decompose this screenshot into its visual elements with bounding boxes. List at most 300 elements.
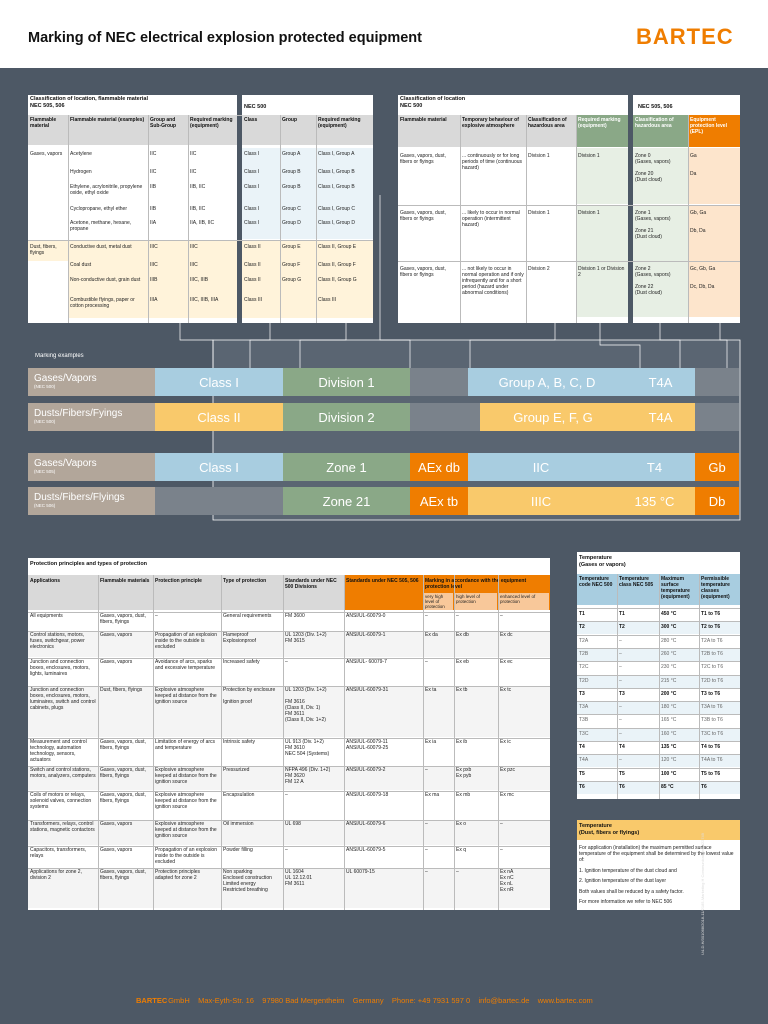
table-cell: 100 °C [661, 770, 677, 777]
grid-line [498, 575, 499, 910]
grid-line [28, 686, 550, 687]
table-cell: T4 [619, 744, 625, 750]
table-cell: T2B to T6 [701, 650, 723, 657]
grid-line [28, 820, 550, 821]
marking-segment: AEx db [410, 453, 468, 481]
table-cell: Gases, vapors, dust, fibers or flyings [400, 266, 446, 278]
grid-line [283, 575, 284, 910]
column-header: Standards under NEC 505, 506 [346, 578, 419, 584]
column-header: Standards under NEC 500 Divisions [285, 578, 337, 590]
table-cell: Zone 0 (Gases, vapors) Zone 20 (Dust cloud) [635, 153, 671, 183]
table-cell: 180 °C [661, 704, 677, 711]
table-cell: T3 [579, 690, 585, 697]
table-cell: Ex pzc [500, 767, 516, 773]
table-cell: ANSI/UL-60079-5 [346, 847, 386, 853]
table-cell: Transformers, relays, control stations, magnetic contactors [30, 821, 95, 833]
table-cell: T3B [579, 717, 589, 724]
table-cell: All equipments [30, 613, 63, 619]
marking-segment: Zone 1 [283, 453, 410, 481]
table-cell: T2B [579, 650, 589, 657]
table-cell: – [619, 730, 622, 737]
table-cell: Ex tc [500, 687, 512, 693]
grid-line [28, 738, 550, 739]
temperature-gases-table [577, 552, 740, 799]
table-cell: Junction and connection boxes, enclosures, motors, luminaires, switch and control cabinets, plugs [30, 687, 96, 711]
table-cell: Zone 1 (Gases, vapors) Zone 21 (Dust cloud) [635, 210, 671, 240]
table-cell: Group D [282, 220, 301, 226]
marking-segment [410, 403, 480, 431]
table-cell: T3A [579, 704, 589, 711]
table-cell: Oil immersion [223, 821, 254, 827]
marking-segment: Class I [155, 368, 283, 396]
grid-line [659, 574, 660, 799]
table-cell: 160 °C [661, 730, 677, 737]
marking-segment [695, 403, 739, 431]
column-header: Type of protection [223, 578, 267, 584]
table-cell: Junction and connection boxes, enclosures, motors, lights, luminaires [30, 659, 90, 677]
grid-line [28, 791, 550, 792]
table-cell: Class II, Group F [318, 262, 356, 268]
table-cell: ANSI/UL-60079-2 [346, 767, 386, 773]
table-cell: IIIC [190, 262, 198, 268]
marking-stripe [28, 487, 739, 515]
table-title: Temperature (Dust, fibers or flyings) [579, 823, 640, 836]
marking-segment: IIC [468, 453, 614, 481]
table-cell: Gases, vapors [100, 632, 133, 638]
table-cell: Flameproof Explosionproof [223, 632, 257, 644]
table-cell: T6 [579, 783, 585, 790]
table-cell: T1 [579, 611, 585, 617]
page-title: Marking of NEC electrical explosion protected equipment [28, 30, 422, 46]
column-header: Flammable material (examples) [70, 117, 145, 123]
table-cell: T2C to T6 [701, 664, 724, 671]
side-reference: U4-D-H/301068/2018-11/2185-Marketing H Communications-422749 [700, 833, 705, 955]
table-cell: Ex eb [456, 659, 469, 665]
table-cell: Class I [244, 220, 260, 226]
table-cell: IIIC, IIIB, IIIA [190, 297, 219, 303]
table-cell: Division 1 [528, 153, 550, 159]
nec505-label: NEC 505, 506 [638, 104, 673, 110]
table-cell: Ex ia [425, 739, 437, 745]
marking-segment: Class I [155, 453, 283, 481]
table-cell: ANSI/UL-60079-6 [346, 821, 386, 827]
grid-line [221, 575, 222, 910]
stripe-name: Dusts/Fibers/Fyings [34, 408, 123, 419]
column-header: Maximum surface temperature (equipment) [661, 576, 690, 600]
table-cell: Gases, vapors [100, 847, 133, 853]
table-cell: IIIC, IIIB [190, 277, 209, 283]
table-cell: IIC [190, 169, 197, 175]
table-cell: – [285, 792, 288, 798]
table-cell: IIA, IIB, IIC [190, 220, 215, 226]
paragraph: 1. Ignition temperature of the dust cloud and [579, 868, 677, 874]
table-cell: Ex mc [500, 792, 514, 798]
table-cell: Gases, vapors, dust, fibers, flyings [100, 739, 146, 751]
table-cell: IIC [190, 151, 197, 157]
table-cell: 135 °C [661, 744, 677, 750]
table-cell: UL 913 (Div. 1+2) FM 3610 NEC 504 (Systems) [285, 739, 330, 757]
table-cell: Gases, vapors, dust, fibers, flyings [100, 869, 146, 881]
marking-segment: T4 [614, 453, 695, 481]
stripe-name: Gases/Vapors [34, 373, 97, 384]
table-title: Classification of location, flammable material NEC 505, 506 [30, 96, 148, 109]
table-cell: – [425, 767, 428, 773]
column-header: Marking in accordance with the equipment protection level [425, 578, 527, 590]
table-cell: Class I, Group B [318, 184, 355, 190]
grid-line [28, 766, 550, 767]
table-cell: – [425, 847, 428, 853]
table-cell: IIIC [150, 262, 158, 268]
stripe-standard: (NEC 505) [34, 469, 56, 474]
table-cell: IIIA [150, 297, 158, 303]
grid-line [28, 658, 550, 659]
stripe-standard: (NEC 506) [34, 503, 56, 508]
table-cell: Combustible flyings, paper or cotton processing [70, 297, 135, 309]
stripe-label [28, 368, 155, 396]
table-cell: IIB, IIC [190, 206, 206, 212]
marking-stripe [28, 403, 739, 431]
table-cell: Gases, vapors, dust, fibers, flyings [100, 767, 146, 779]
table-cell: Group G [282, 277, 302, 283]
table-cell: Explosive atmosphere keeped at distance from the ignition source [155, 687, 217, 705]
table-cell: UL 698 [285, 821, 301, 827]
table-cell: IIIB [150, 277, 158, 283]
table-cell: T4A [579, 757, 589, 764]
table-cell: T5 [579, 770, 585, 777]
table-cell: – [425, 821, 428, 827]
table-cell: Class III [244, 297, 263, 303]
stripe-standard: (NEC 500) [34, 419, 56, 424]
table-cell: 260 °C [661, 650, 677, 657]
table-cell: Ex ta [425, 687, 437, 693]
table-cell: Ex dc [500, 632, 513, 638]
column-header: Equipment protection level (EPL) [690, 117, 727, 135]
table-cell: – [425, 613, 428, 619]
table-cell: ANSI/UL-60079-1 [346, 632, 386, 638]
marking-segment: Db [695, 487, 739, 515]
table-cell: – [456, 869, 459, 875]
column-header: Protection principle [155, 578, 202, 584]
column-header: Required marking (equipment) [190, 117, 233, 129]
table-title: Classification of location NEC 500 [400, 96, 466, 109]
table-cell: IIB [150, 206, 157, 212]
table-cell: ... not likely to occur in normal operation and if only infrequently and for a short period (hazard under abnormal conditions) [462, 266, 524, 296]
table-cell: Hydrogen [70, 169, 92, 175]
table-cell: Class I, Group D [318, 220, 355, 226]
table-cell: – [500, 847, 503, 853]
table-cell: Ex mb [456, 792, 471, 798]
bartec-logo: BARTEC [636, 24, 734, 49]
table-cell: Encapsulation [223, 792, 255, 798]
grid-line [344, 575, 345, 910]
table-cell: Ex da [425, 632, 438, 638]
table-cell: Explosive atmosphere keeped at distance from the ignition source [155, 767, 217, 785]
table-cell: Zone 2 (Gases, vapors) Zone 22 (Dust cloud) [635, 266, 671, 296]
table-cell: T6 [619, 783, 625, 790]
table-cell: 165 °C [661, 717, 677, 724]
table-cell: Ga Da [690, 153, 697, 177]
marking-segment: T4A [626, 368, 695, 396]
table-cell: Increased safety [223, 659, 260, 665]
marking-stripe [28, 453, 739, 481]
grid-line [28, 846, 550, 847]
column-header: Classification of hazardous area [635, 117, 674, 129]
table-cell: – [456, 613, 459, 619]
stripe-label [28, 453, 155, 481]
marking-segment [695, 368, 739, 396]
table-cell: Gb, Ga Db, Da [690, 210, 707, 234]
nec500-label: NEC 500 [244, 104, 267, 110]
table-cell: Ex ib [456, 739, 468, 745]
table-cell: Class II, Group G [318, 277, 357, 283]
table-cell: Coils of motors or relays, solenoid valves, connection systems [30, 792, 92, 810]
table-cell: Non sparking Enclosed construction Limited energy Restricted breathing [223, 869, 272, 893]
table-cell: – [285, 847, 288, 853]
table-cell: Class I [244, 206, 260, 212]
table-cell: IIB, IIC [190, 184, 206, 190]
table-cell: Class II [244, 277, 261, 283]
table-cell: T3 [619, 690, 625, 697]
table-cell: T2D to T6 [701, 677, 724, 684]
table-cell: Applications for zone 2, division 2 [30, 869, 82, 881]
table-cell: ANSI/UL-60079-18 [346, 792, 389, 798]
table-cell: T4A to T6 [701, 757, 723, 764]
marking-segment [410, 368, 468, 396]
table-cell: Group C [282, 206, 301, 212]
table-cell: – [619, 704, 622, 711]
grid-line [454, 575, 455, 910]
marking-segment: Division 1 [283, 368, 410, 396]
table-cell: Group E [282, 244, 301, 250]
table-cell: Ex ic [500, 739, 511, 745]
table-cell: 215 °C [661, 677, 677, 684]
grid-line [98, 575, 99, 910]
column-header: Required marking (equipment) [578, 117, 621, 129]
table-cell: 450 °C [661, 611, 677, 617]
subcolumn-header: enhanced level of protection [500, 594, 536, 604]
table-cell: Group A [282, 151, 301, 157]
grid-line [153, 575, 154, 910]
table-cell: T3 to T6 [701, 690, 721, 697]
table-cell: Class I [244, 184, 260, 190]
stripe-name: Dusts/Fibers/Flyings [34, 492, 125, 503]
marking-segment: Zone 21 [283, 487, 410, 515]
table-cell: Coal dust [70, 262, 92, 268]
table-cell: Division 1 [578, 153, 600, 159]
table-cell: Limitation of energy of arcs and temperature [155, 739, 216, 751]
table-cell: Non-conductive dust, grain dust [70, 277, 141, 283]
grid-line [617, 574, 618, 799]
table-cell: ANSI/UL-60079-11 ANSI/UL-60079-25 [346, 739, 389, 751]
table-cell: Protection by enclosure Ignition proof [223, 687, 276, 705]
table-cell: – [285, 659, 288, 665]
table-cell: Ex ec [500, 659, 513, 665]
stripe-standard: (NEC 500) [34, 384, 56, 389]
table-cell: Division 1 or Division 2 [578, 266, 625, 278]
column-header: Required marking (equipment) [318, 117, 361, 129]
table-cell: – [500, 821, 503, 827]
table-cell: Intrinsic safety [223, 739, 255, 745]
table-cell: Ethylene, acrylonitrile, propylene oxide, ethyl oxide [70, 184, 143, 196]
table-cell: Propagation of an explosion inside to the outside is excluded [155, 632, 217, 650]
table-cell: Class III [318, 297, 337, 303]
table-cell: T6 [701, 783, 707, 790]
column-header: Temperature code NEC 500 [579, 576, 613, 588]
table-cell: – [619, 677, 622, 684]
table-cell: Dust, fibers, flyings [30, 244, 57, 256]
table-cell: IIB [150, 184, 157, 190]
table-cell: Control stations, motors, fuses, switchgear, power electronics [30, 632, 85, 650]
table-cell: T3B to T6 [701, 717, 723, 724]
marking-segment: Division 2 [283, 403, 410, 431]
marking-examples-label: Marking examples [35, 353, 84, 359]
column-header: Group and Sub-Group [150, 117, 177, 129]
table-cell: T5 to T6 [701, 770, 721, 777]
subcolumn-header: high level of protection [456, 594, 481, 604]
marking-segment: 135 °C [614, 487, 695, 515]
column-header: Flammable material [30, 117, 57, 129]
table-cell: ANSI/UL- 60079-7 [346, 659, 387, 665]
table-cell: T2 [619, 624, 625, 631]
table-cell: – [619, 717, 622, 724]
grid-line [423, 575, 424, 910]
column-header: Flammable materials [100, 578, 150, 584]
table-cell: T4 to T6 [701, 744, 721, 750]
marking-segment: Group E, F, G [480, 403, 626, 431]
table-cell: Class II, Group E [318, 244, 357, 250]
table-cell: Gc, Gb, Ga Dc, Db, Da [690, 266, 716, 290]
table-cell: – [425, 869, 428, 875]
table-cell: General requirements [223, 613, 272, 619]
table-cell: UL 1604 UL 12.12.01 FM 3611 [285, 869, 313, 887]
table-cell: T2D [579, 677, 589, 684]
stripe-label [28, 487, 155, 515]
table-cell: – [425, 659, 428, 665]
stripe-name: Gases/Vapors [34, 458, 97, 469]
table-cell: – [619, 664, 622, 671]
table-cell: IIIC [190, 244, 198, 250]
table-cell: Explosive atmosphere keeped at distance from the ignition source [155, 792, 217, 810]
stripe-label [28, 403, 155, 431]
marking-segment: T4A [626, 403, 695, 431]
table-cell: 85 °C [661, 783, 674, 790]
table-cell: Ex pxb Ex pyb [456, 767, 472, 779]
table-cell: T5 [619, 770, 625, 777]
table-cell: ANSI/UL-60079-31 [346, 687, 389, 693]
table-cell: T2A [579, 637, 589, 644]
grid-line [28, 631, 550, 632]
table-cell: – [619, 650, 622, 657]
table-cell: Class I, Group A [318, 151, 355, 157]
table-cell: Dust, fibers, flyings [100, 687, 143, 693]
column-header: Temporary behaviour of explosive atmosphere [462, 117, 519, 129]
table-cell: ANSI/UL-60079-0 [346, 613, 386, 619]
table-cell: – [619, 757, 622, 764]
table-cell: 230 °C [661, 664, 677, 671]
table-cell: 280 °C [661, 637, 677, 644]
table-cell: Class I [244, 151, 260, 157]
table-cell: Gases, vapors [100, 821, 133, 827]
paragraph: For application (installation) the maximum permitted surface temperature of the equipment shall be determined by the lowest value of: [579, 845, 734, 863]
table-cell: 120 °C [661, 757, 677, 764]
table-cell: UL 1203 (Div. 1+2) FM 3615 [285, 632, 327, 644]
table-cell: NFPA 496 (Div. 1+2) FM 3620 FM 12 A [285, 767, 331, 785]
table-cell: Class I, Group B [318, 169, 355, 175]
table-title: Temperature (Gases or vapors) [579, 555, 626, 568]
table-cell: Ex tb [456, 687, 468, 693]
paragraph: For more information we refer to NEC 506 [579, 899, 673, 905]
table-cell: IIC [150, 151, 157, 157]
marking-segment: Group A, B, C, D [468, 368, 626, 396]
table-cell: IIIC [150, 244, 158, 250]
table-cell: T1 [619, 611, 625, 617]
table-cell: Gases, vapors, dust, fibers, flyings [100, 613, 146, 625]
column-header: Applications [30, 578, 61, 584]
table-cell: Conductive dust, metal dust [70, 244, 132, 250]
table-cell: Class II [244, 262, 261, 268]
table-cell: T1 to T6 [701, 611, 721, 617]
table-cell: Division 2 [528, 266, 550, 272]
subcolumn-header: very high level of protection [425, 594, 445, 609]
marking-segment: Gb [695, 453, 739, 481]
table-cell: Acetylene [70, 151, 92, 157]
table-cell: UL 60079-15 [346, 869, 375, 875]
grid-line [28, 612, 550, 613]
table-cell: IIC [150, 169, 157, 175]
table-cell: UL 1203 (Div. 1+2) FM 3616 (Class II, Div. 1) FM 3611 (Class II, Div. 1+2) [285, 687, 327, 723]
table-cell: 300 °C [661, 624, 677, 631]
table-cell: – [155, 613, 158, 619]
table-cell: ... likely to occur in normal operation (intermittent hazard) [462, 210, 520, 228]
paragraph: 2. Ignition temperature of the dust layer [579, 878, 666, 884]
table-cell: T2 [579, 624, 585, 631]
table-cell: T2 to T6 [701, 624, 721, 631]
table-cell: Ex ma [425, 792, 440, 798]
marking-stripe [28, 368, 739, 396]
table-cell: Division 1 [528, 210, 550, 216]
grid-line [28, 868, 550, 869]
table-cell: Group F [282, 262, 301, 268]
connector-line [180, 323, 213, 368]
column-header: Permissible temperature classes (equipment) [701, 576, 730, 600]
column-header: Classification of hazardous area [528, 117, 567, 129]
table-cell: Cyclopropane, ethyl ether [70, 206, 127, 212]
table-cell: Ex nA Ex nC Ex nL Ex nR [500, 869, 514, 893]
table-cell: Propagation of an explosion inside to the outside is excluded [155, 847, 217, 865]
table-cell: Class I [244, 169, 260, 175]
protection-types-table [28, 558, 550, 910]
temperature-dust-box [577, 820, 740, 910]
table-cell: Protection principles adapted for zone 2 [155, 869, 201, 881]
table-cell: – [500, 613, 503, 619]
table-cell: Gases, vapors, dust, fibers, flyings [100, 792, 146, 804]
footer-brand: BARTEC [136, 996, 168, 1005]
table-cell: T4 [579, 744, 585, 750]
table-cell: Gases, vapors [100, 659, 133, 665]
footer-address: GmbH Max-Eyth-Str. 16 97980 Bad Mergentheim Germany Phone: +49 7931 597 0 info@bartec.de www.bartec.com [166, 996, 593, 1005]
paragraph: Both values shall be reduced by a safety factor. [579, 889, 684, 895]
table-cell: Gases, vapors, dust, fibers or flyings [400, 153, 446, 165]
table-cell: Class I, Group C [318, 206, 355, 212]
table-cell: IIA [150, 220, 157, 226]
table-cell: Ex db [456, 632, 469, 638]
table-title: Protection principles and types of protection [30, 561, 148, 567]
table-cell: T3A to T6 [701, 704, 723, 711]
marking-segment [155, 487, 283, 515]
table-cell: Pressurized [223, 767, 250, 773]
table-cell: Switch and control stations, motors, analyzers, computers [30, 767, 96, 779]
table-cell: – [619, 637, 622, 644]
